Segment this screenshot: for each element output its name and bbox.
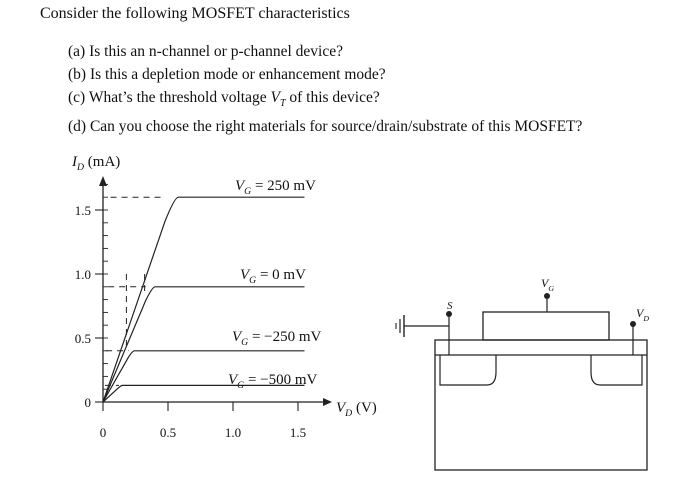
x-axis-label: $V_D$ (V) bbox=[336, 400, 377, 419]
drain-region bbox=[591, 355, 642, 385]
x-tick-label: 0.5 bbox=[159, 425, 177, 440]
x-tick-label: 1.5 bbox=[289, 425, 307, 440]
x-tick-label: 0 bbox=[99, 425, 107, 440]
gate-label: $V_G$ bbox=[541, 276, 554, 293]
series-label-3: $V_G = -500$ mV bbox=[228, 372, 318, 391]
question-d: (d) Can you choose the right materials for source/drain/substrate of this MOSFET? bbox=[68, 118, 583, 136]
drain-label: $V_D$ bbox=[636, 306, 649, 323]
iv-characteristics-chart bbox=[71, 154, 377, 440]
y-tick-label: 0.5 bbox=[74, 331, 91, 346]
gate-electrode bbox=[483, 312, 609, 340]
question-a: (a) Is this an n-channel or p-channel device? bbox=[68, 43, 343, 60]
mosfet-cross-section-diagram bbox=[396, 276, 649, 470]
y-tick-label: 1.5 bbox=[74, 203, 91, 218]
x-tick-label: 1.0 bbox=[224, 425, 242, 440]
threshold-symbol: V bbox=[270, 89, 280, 106]
y-tick-label: 0 bbox=[84, 395, 91, 410]
series-label-0: $V_G = 250$ mV bbox=[235, 178, 316, 197]
series-label-1: $V_G = 0$ mV bbox=[240, 267, 306, 286]
gate-terminal bbox=[544, 293, 550, 299]
question-c: (c) What’s the threshold voltage $V_T$ of this device? bbox=[68, 89, 380, 110]
drain-terminal bbox=[630, 321, 636, 327]
source-label: S bbox=[447, 300, 453, 312]
series-label-2: $V_G = -250$ mV bbox=[232, 329, 322, 348]
y-axis-label: $I_D$ (mA) bbox=[72, 154, 121, 173]
x-axis-arrow bbox=[323, 398, 332, 406]
y-tick-label: 1.0 bbox=[74, 267, 91, 282]
problem-title: Consider the following MOSFET characteristics bbox=[40, 5, 350, 22]
substrate bbox=[435, 340, 647, 470]
question-b: (b) Is this a depletion mode or enhancement mode? bbox=[68, 66, 386, 83]
source-region bbox=[440, 355, 496, 385]
threshold-subscript: T bbox=[279, 98, 286, 110]
